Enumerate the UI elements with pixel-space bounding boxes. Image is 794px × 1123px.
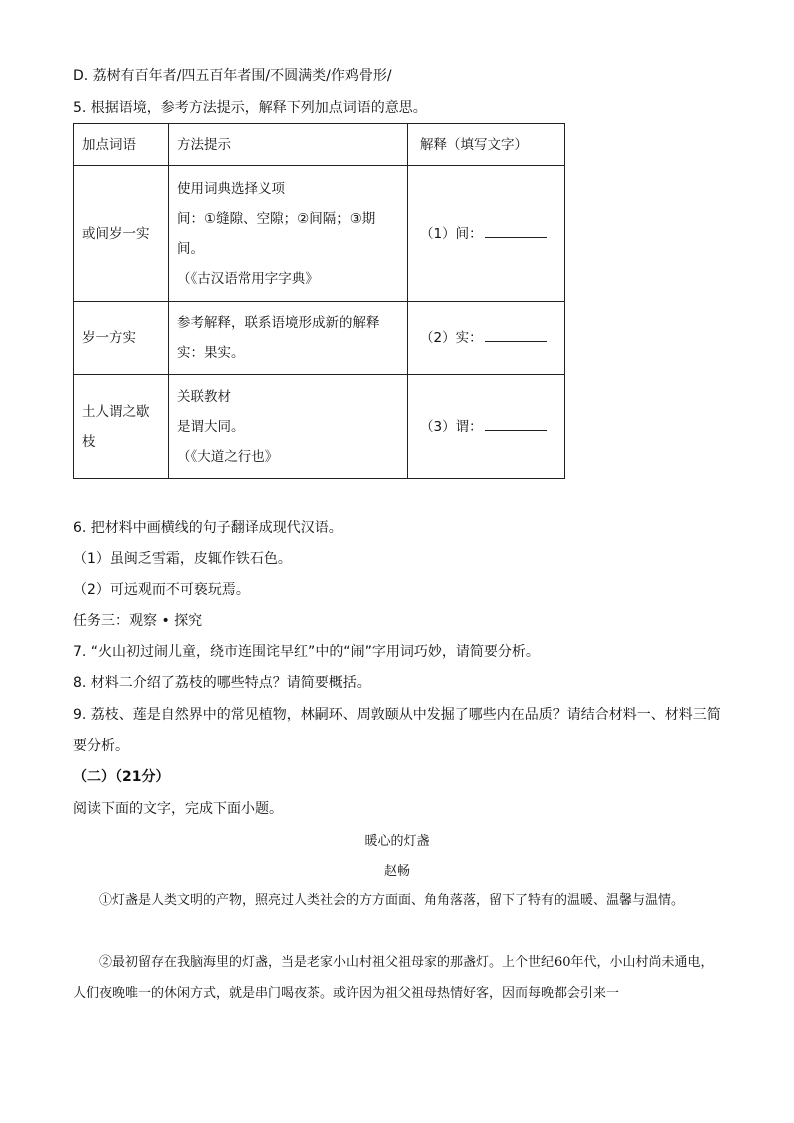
question-7: 7. “火山初过闹儿童，绕市连围诧早红”中的“闹”字用词巧妙，请简要分析。 bbox=[73, 644, 540, 660]
word-cell: 或间岁一实 bbox=[74, 166, 169, 302]
method-line: 间。 bbox=[177, 240, 204, 257]
option-d: D. 荔树有百年者/四五百年者围/不圆满类/作鸡骨形/ bbox=[73, 68, 392, 84]
question-5: 5. 根据语境，参考方法提示，解释下列加点词语的意思。 bbox=[73, 100, 427, 116]
header-cell-method: 方法提示 bbox=[169, 124, 408, 166]
answer-blank[interactable] bbox=[485, 223, 547, 238]
essay-title: 暖心的灯盏 bbox=[364, 834, 430, 849]
reading-instruction: 阅读下面的文字，完成下面小题。 bbox=[73, 801, 283, 817]
table-header-row bbox=[74, 124, 565, 166]
answer-cell bbox=[408, 166, 565, 302]
essay-paragraph: ①灯盏是人类文明的产物，照亮过人类社会的方方面面、角角落落，留下了特有的温暖、温馨与温情。 bbox=[99, 893, 685, 908]
answer-blank[interactable] bbox=[485, 327, 547, 342]
method-line: 使用词典选择义项 bbox=[177, 180, 285, 197]
method-line: （《古汉语常用字字典》 bbox=[177, 270, 319, 287]
word-line: 土人谓之歇 bbox=[82, 403, 150, 420]
header-cell-answer: 解释（填写文字） bbox=[408, 124, 565, 166]
answer-label: （2）实： bbox=[420, 330, 483, 346]
question-6: 6. 把材料中画横线的句子翻译成现代汉语。 bbox=[73, 520, 343, 536]
method-cell bbox=[169, 375, 408, 479]
section-heading: （二）（21分） bbox=[73, 769, 170, 785]
method-line: 实：果实。 bbox=[177, 345, 245, 361]
answer-label: （3）谓： bbox=[420, 418, 483, 435]
question-9-line-2: 要分析。 bbox=[73, 738, 129, 754]
word-cell bbox=[74, 375, 169, 479]
method-line: 参考解释，联系语境形成新的解释 bbox=[177, 315, 380, 331]
method-cell bbox=[169, 166, 408, 302]
word-cell: 岁一方实 bbox=[74, 302, 169, 375]
essay-paragraph: ②最初留存在我脑海里的灯盏，当是老家小山村祖父祖母家的那盏灯。上个世纪60年代，小山村尚未通电，人们夜晚唯一的休闲方式，就是串门喝夜茶。或许因为祖父祖母热情好客，因而每晚都会引来一 bbox=[73, 955, 714, 1001]
question-6-item-2: （2）可远观而不可亵玩焉。 bbox=[73, 582, 250, 598]
task-three-heading: 任务三：观察 • 探究 bbox=[73, 613, 203, 629]
question-9-line-1: 9. 荔枝、莲是自然界中的常见植物，林嗣环、周敦颐从中发掘了哪些内在品质？请结合材料一、材料三简 bbox=[73, 707, 721, 723]
method-line: 间：①缝隙、空隙；②间隔；③期 bbox=[177, 210, 376, 227]
question-8: 8. 材料二介绍了荔枝的哪些特点？请简要概括。 bbox=[73, 675, 371, 691]
table-row bbox=[74, 375, 565, 479]
answer-blank[interactable] bbox=[485, 416, 547, 431]
table-row bbox=[74, 166, 565, 302]
method-cell bbox=[169, 302, 408, 375]
method-line: （《大道之行也》 bbox=[177, 448, 279, 465]
answer-label: （1）间： bbox=[420, 225, 483, 242]
essay-author: 赵畅 bbox=[383, 864, 410, 879]
word-line: 枝 bbox=[82, 433, 96, 450]
method-line: 关联教材 bbox=[177, 388, 231, 405]
question-6-item-1: （1）虽闽乏雪霜，皮辄作铁石色。 bbox=[73, 551, 292, 567]
table-row bbox=[74, 302, 565, 375]
answer-cell bbox=[408, 302, 565, 375]
answer-cell bbox=[408, 375, 565, 479]
method-line: 是谓大同。 bbox=[177, 418, 245, 435]
header-cell-word: 加点词语 bbox=[74, 124, 169, 166]
vocab-table bbox=[73, 123, 565, 479]
